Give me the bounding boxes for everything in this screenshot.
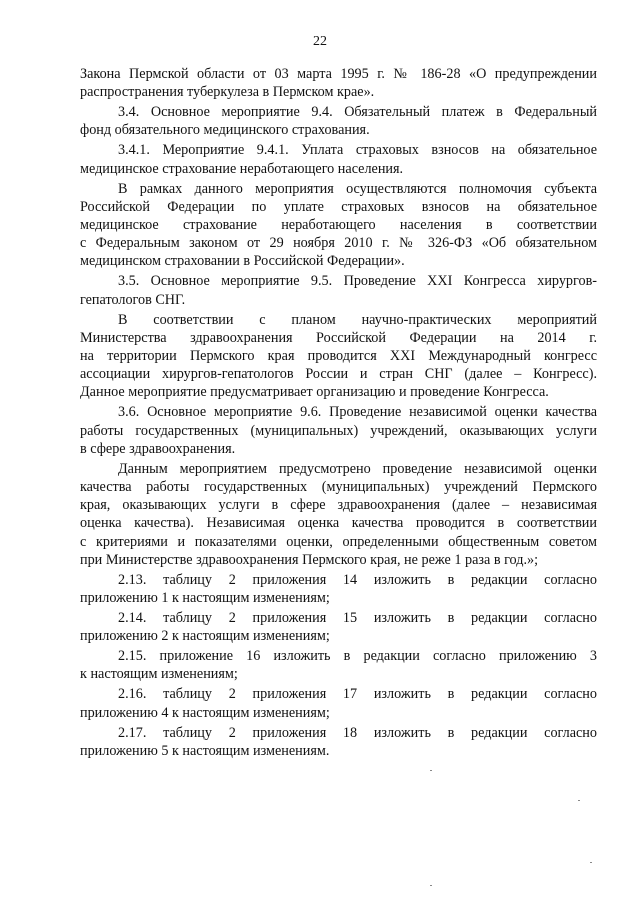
text-line: 3.5. Основное мероприятие 9.5. Проведение XXI Конгресса хирургов- (118, 273, 597, 290)
text-line: качества работы государственных (муниципальных) учреждений Пермского (80, 479, 597, 496)
paragraph (80, 103, 597, 139)
text-line: В соответствии с планом научно-практических мероприятий (118, 311, 597, 328)
text-line: медицинское страхование неработающего населения. (80, 160, 404, 177)
paragraph (80, 180, 597, 271)
text-line: В рамках данного мероприятия осуществляются полномочия субъекта (118, 180, 597, 197)
text-line: 3.6. Основное мероприятие 9.6. Проведение независимой оценки качества (118, 404, 597, 421)
page-number: 22 (313, 34, 327, 49)
paragraph (80, 724, 597, 760)
text-line: с критериями и показателями оценки, определенными общественным советом (80, 533, 597, 550)
scan-speck (590, 862, 592, 863)
text-line: 2.13. таблицу 2 приложения 14 изложить в редакции согласно (118, 571, 597, 588)
text-line: при Министерстве здравоохранения Пермского края, не реже 1 раза в год.»; (80, 551, 539, 568)
text-line: 2.15. приложение 16 изложить в редакции согласно приложению 3 (118, 648, 597, 665)
scan-speck (578, 800, 580, 801)
paragraph (80, 272, 597, 308)
text-line: медицинское страхование неработающего населения в соответствии (80, 217, 597, 234)
text-line: 3.4. Основное мероприятие 9.4. Обязательный платеж в Федеральный (118, 104, 597, 121)
text-line: края, оказывающих услуги в сфере здравоохранения (далее – независимая (80, 497, 597, 514)
text-line: 2.14. таблицу 2 приложения 15 изложить в редакции согласно (118, 610, 597, 627)
text-line: Российской Федерации по уплате страховых взносов на обязательное (80, 198, 597, 215)
text-line: распространения туберкулеза в Пермском крае». (80, 84, 375, 101)
text-line: Данное мероприятие предусматривает организацию и проведение Конгресса. (80, 384, 549, 401)
scan-speck (430, 885, 432, 886)
text-line: 3.4.1. Мероприятие 9.4.1. Уплата страховых взносов на обязательное (118, 142, 597, 159)
paragraph (80, 647, 597, 683)
text-line: в сфере здравоохранения. (80, 440, 236, 457)
text-line: к настоящим изменениям; (80, 666, 238, 683)
text-line: оценка качества). Независимая оценка качества проводится в соответствии (80, 515, 597, 532)
text-line: на территории Пермского края проводится XXI Международный конгресс (80, 348, 597, 365)
text-line: гепатологов СНГ. (80, 291, 186, 308)
text-line: 2.17. таблицу 2 приложения 18 изложить в редакции согласно (118, 724, 597, 741)
document-body (80, 65, 597, 762)
text-line: с Федеральным законом от 29 ноября 2010 г. № 326-ФЗ «Об обязательном (80, 235, 597, 252)
text-line: ассоциации хирургов-гепатологов России и стран СНГ (далее – Конгресс). (80, 366, 597, 383)
text-line: приложению 2 к настоящим изменениям; (80, 628, 330, 645)
text-line: приложению 5 к настоящим изменениям. (80, 742, 330, 759)
text-line: приложению 4 к настоящим изменениям; (80, 704, 330, 721)
scan-speck (430, 770, 432, 771)
paragraph (80, 460, 597, 569)
paragraph (80, 65, 597, 101)
text-line: Данным мероприятием предусмотрено проведение независимой оценки (118, 460, 597, 477)
paragraph (80, 141, 597, 177)
paragraph (80, 685, 597, 721)
paragraph (80, 403, 597, 458)
text-line: медицинском страховании в Российской Федерации». (80, 253, 405, 270)
paragraph (80, 571, 597, 607)
text-line: 2.16. таблицу 2 приложения 17 изложить в редакции согласно (118, 686, 597, 703)
paragraph (80, 311, 597, 402)
text-line: приложению 1 к настоящим изменениям; (80, 590, 330, 607)
text-line: фонд обязательного медицинского страхования. (80, 122, 370, 139)
paragraph (80, 609, 597, 645)
text-line: Министерства здравоохранения Российской Федерации на 2014 г. (80, 329, 597, 346)
text-line: работы государственных (муниципальных) учреждений, оказывающих услуги (80, 422, 597, 439)
text-line: Закона Пермской области от 03 марта 1995 г. № 186-28 «О предупреждении (80, 66, 597, 82)
